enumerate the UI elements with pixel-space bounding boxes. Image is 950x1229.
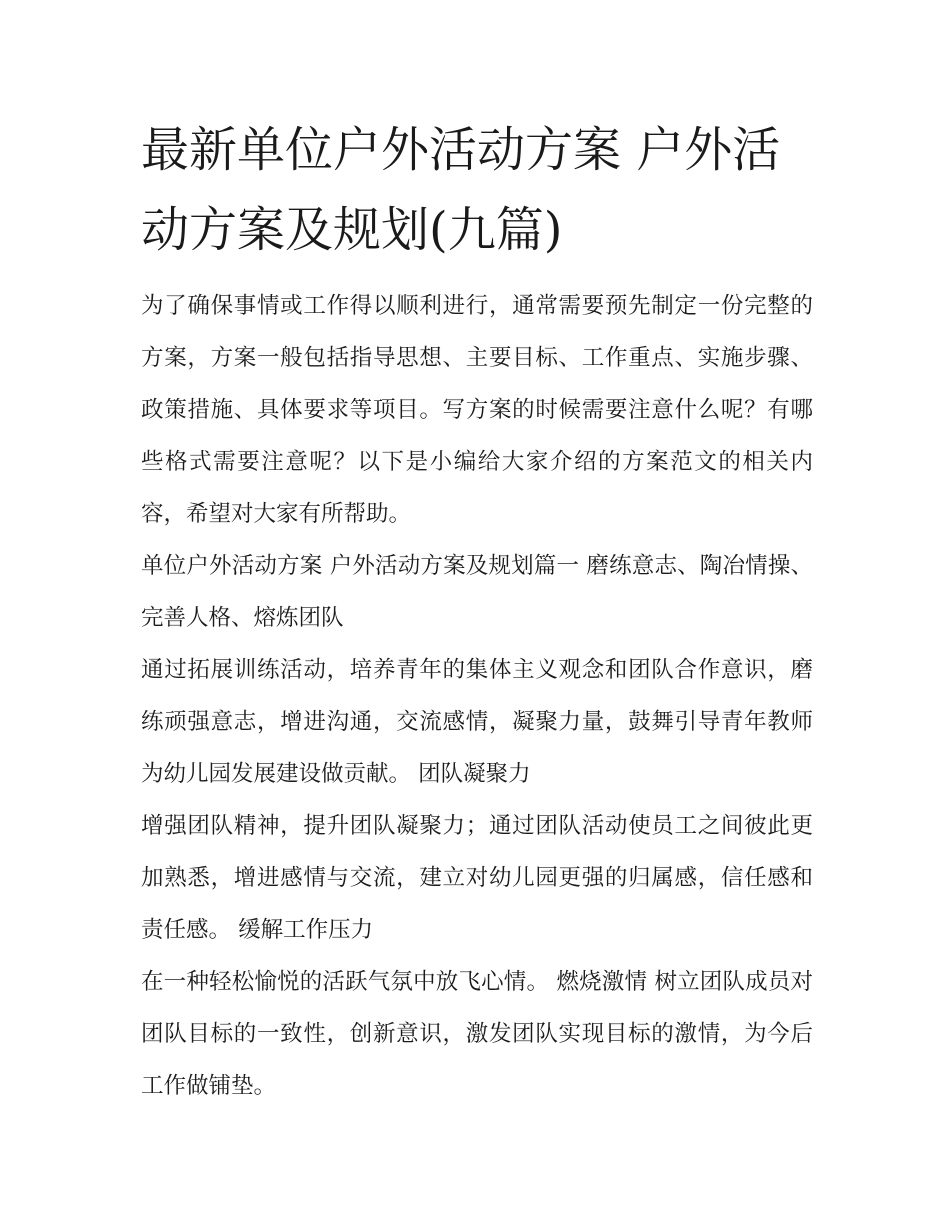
- paragraph-training-goal: 通过拓展训练活动，培养青年的集体主义观念和团队合作意识，磨练顽强意志，增进沟通，交流感情，凝聚力量，鼓舞引导青年教师为幼儿园发展建设做贡献。 团队凝聚力: [141, 657, 813, 787]
- paragraph-section-heading: 单位户外活动方案 户外活动方案及规划篇一 磨练意志、陶冶情操、完善人格、熔炼团队: [141, 553, 813, 631]
- paragraph-team-spirit: 增强团队精神，提升团队凝聚力；通过团队活动使员工之间彼此更加熟悉，增进感情与交流，建立对幼儿园更强的归属感，信任感和责任感。 缓解工作压力: [141, 813, 813, 943]
- paragraph-intro: 为了确保事情或工作得以顺利进行，通常需要预先制定一份完整的方案，方案一般包括指导思想、主要目标、工作重点、实施步骤、政策措施、具体要求等项目。写方案的时候需要注意什么呢？有哪些格式需要注意呢？以下是小编给大家介绍的方案范文的相关内容，希望对大家有所帮助。: [141, 293, 813, 527]
- document-title: 最新单位户外活动方案 户外活动方案及规划(九篇): [141, 122, 781, 258]
- document-page: [141, 110, 813, 1112]
- paragraph-relax: 在一种轻松愉悦的活跃气氛中放飞心情。 燃烧激情 树立团队成员对团队目标的一致性，创新意识，激发团队实现目标的激情，为今后工作做铺垫。: [141, 969, 813, 1099]
